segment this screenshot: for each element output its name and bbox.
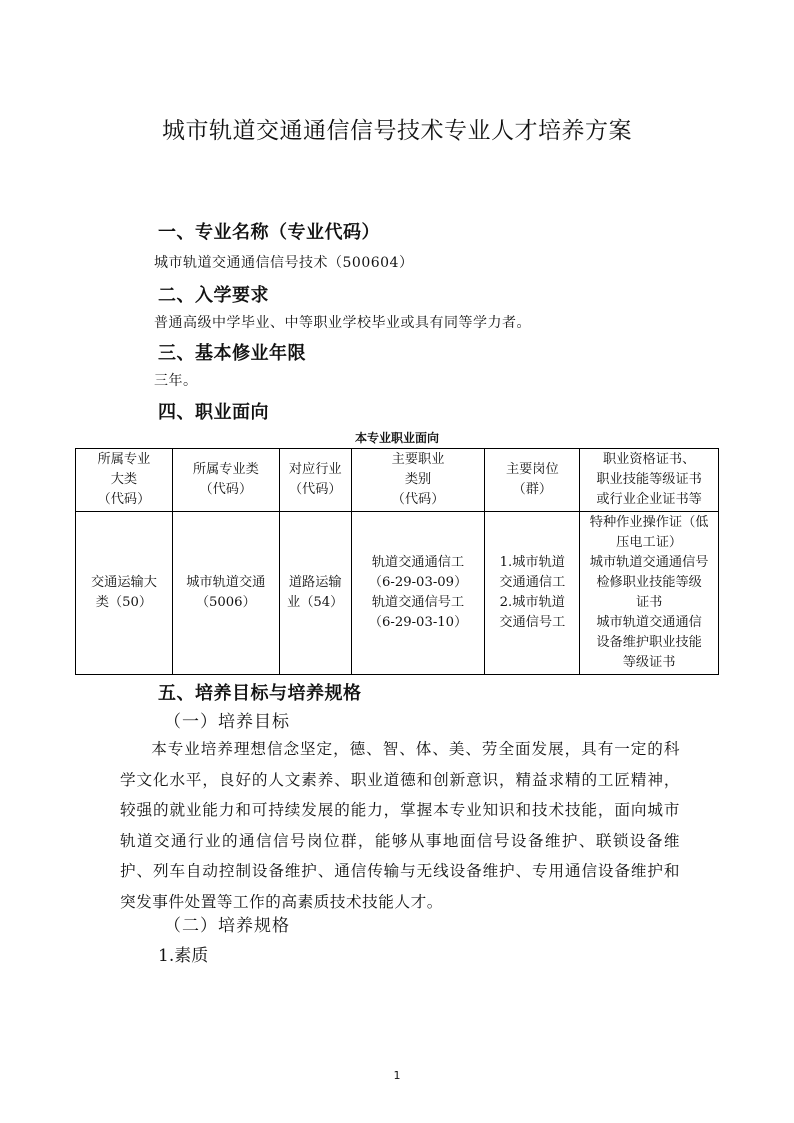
section-3-heading: 三、基本修业年限	[158, 343, 306, 364]
goals-heading: （一）培养目标	[164, 712, 290, 732]
section-2-content: 普通高级中学毕业、中等职业学校毕业或具有同等学力者。	[154, 315, 531, 331]
goals-paragraph: 本专业培养理想信念坚定，德、智、体、美、劳全面发展，具有一定的科学文化水平，良好的人文素养、职业道德和创新意识，精益求精的工匠精神，较强的就业能力和可持续发展的能力，掌握本专业知识和技术技能，面向城市轨道交通行业的通信信号岗位群，能够从事地面信号设备维护、联锁设备维护、列车自动控制设备维护、通信传输与无线设备维护、专用通信设备维护和突发事件处置等工作的高素质技术技能人才。	[120, 740, 680, 911]
cell-major-category: 交通运输大 类（50）	[76, 512, 173, 675]
table-caption: 本专业职业面向	[354, 431, 439, 445]
document-title: 城市轨道交通通信信号技术专业人才培养方案	[162, 118, 632, 144]
table-row	[76, 512, 719, 675]
header-certificates: 职业资格证书、 职业技能等级证书 或行业企业证书等	[580, 449, 719, 512]
cell-main-posts: 1.城市轨道 交通通信工 2.城市轨道 交通信号工	[485, 512, 580, 675]
section-2-heading: 二、入学要求	[158, 285, 269, 306]
cell-major-class: 城市轨道交通 （5006）	[172, 512, 279, 675]
career-table	[75, 448, 719, 675]
section-5-heading: 五、培养目标与培养规格	[158, 683, 362, 704]
specs-item-1: 1.素质	[158, 946, 209, 966]
table-header-row	[76, 449, 719, 512]
header-occupation: 主要职业 类别 （代码）	[351, 449, 485, 512]
header-industry: 对应行业 （代码）	[279, 449, 351, 512]
page-number: 1	[393, 1069, 401, 1082]
cell-occupation: 轨道交通通信工 （6-29-03-09） 轨道交通信号工 （6-29-03-10）	[351, 512, 485, 675]
section-1-content: 城市轨道交通通信信号技术（500604）	[154, 255, 414, 271]
section-3-content: 三年。	[154, 373, 198, 389]
header-major-category: 所属专业 大类 （代码）	[76, 449, 173, 512]
cell-industry: 道路运输 业（54）	[279, 512, 351, 675]
cell-certificates: 特种作业操作证（低 压电工证） 城市轨道交通通信号 检修职业技能等级 证书 城市轨道交通通信 设备维护职业技能 等级证书	[580, 512, 719, 675]
specs-heading: （二）培养规格	[164, 916, 290, 936]
header-major-class: 所属专业类 （代码）	[172, 449, 279, 512]
section-1-heading: 一、专业名称（专业代码）	[158, 222, 380, 243]
section-4-heading: 四、职业面向	[158, 402, 269, 423]
header-main-posts: 主要岗位 （群）	[485, 449, 580, 512]
